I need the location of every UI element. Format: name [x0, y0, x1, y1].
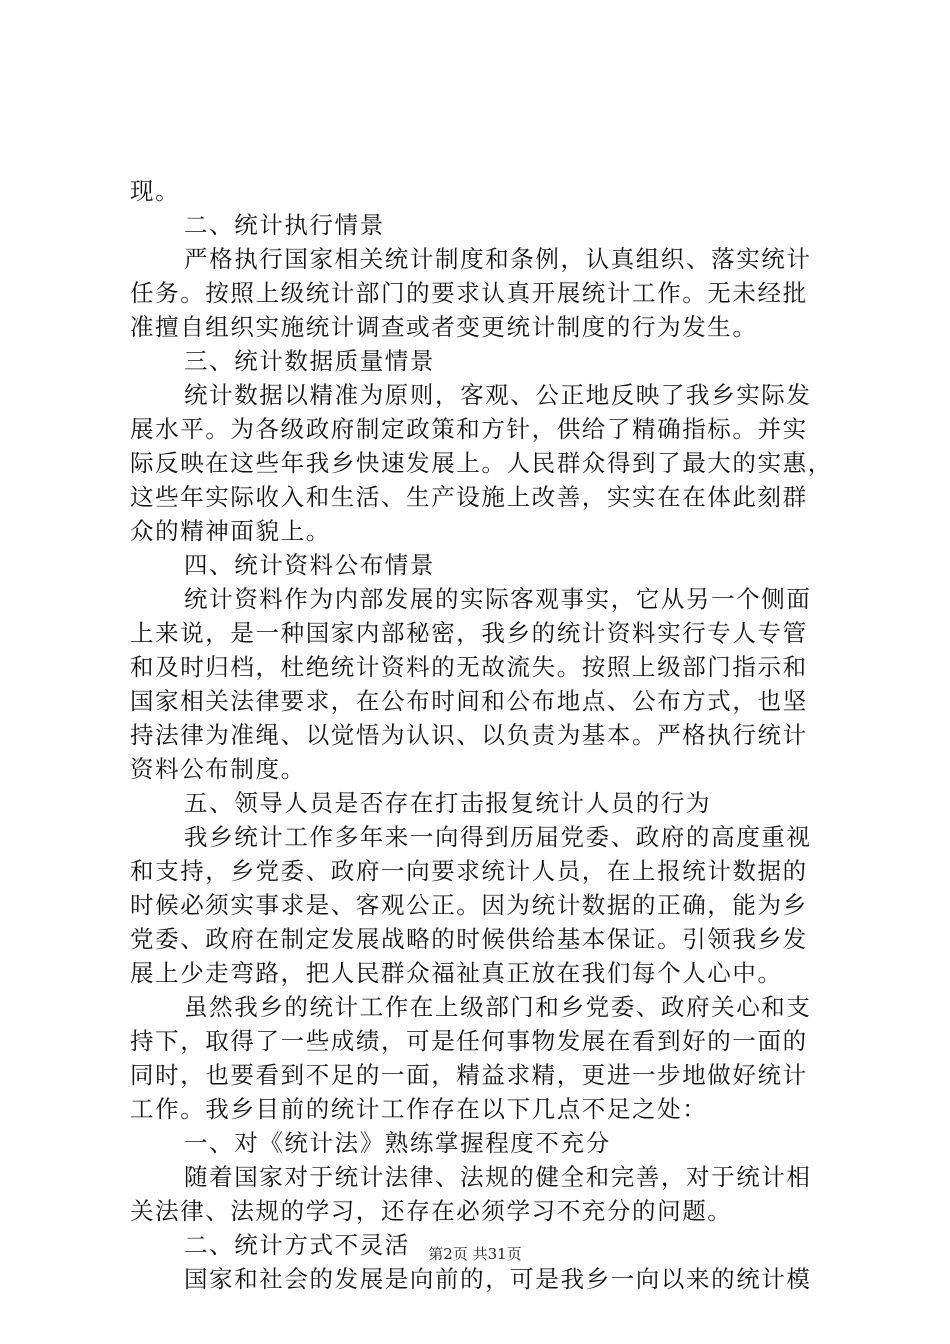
text-line: 展水平。为各级政府制定政策和方针，供给了精确指标。并实	[130, 415, 808, 443]
text-line: 一、对《统计法》熟练掌握程度不充分	[184, 1129, 611, 1157]
text-line: 国家和社会的发展是向前的，可是我乡一向以来的统计模	[184, 1265, 812, 1293]
text-line: 持法律为准绳、以觉悟为认识、以负责为基本。严格执行统计	[130, 721, 808, 749]
text-line: 二、统计执行情景	[184, 211, 385, 239]
text-line: 资料公布制度。	[130, 755, 306, 783]
text-line: 和支持，乡党委、政府一向要求统计人员，在上报统计数据的	[130, 857, 808, 885]
text-line: 现。	[130, 177, 181, 205]
text-line: 际反映在这些年我乡快速发展上。人民群众得到了最大的实惠，	[130, 449, 833, 477]
text-line: 统计数据以精准为原则，客观、公正地反映了我乡实际发	[184, 381, 812, 409]
text-line: 工作。我乡目前的统计工作存在以下几点不足之处：	[130, 1095, 708, 1123]
text-line: 和及时归档，杜绝统计资料的无故流失。按照上级部门指示和	[130, 653, 808, 681]
text-line: 展上少走弯路，把人民群众福祉真正放在我们每个人心中。	[130, 959, 783, 987]
text-line: 国家相关法律要求，在公布时间和公布地点、公布方式，也坚	[130, 687, 808, 715]
text-line: 众的精神面貌上。	[130, 517, 331, 545]
text-line: 统计资料作为内部发展的实际客观事实，它从另一个侧面	[184, 585, 812, 613]
text-line: 二、统计方式不灵活	[184, 1231, 410, 1259]
text-line: 三、统计数据质量情景	[184, 347, 435, 375]
text-line: 准擅自组织实施统计调查或者变更统计制度的行为发生。	[130, 313, 758, 341]
text-line: 严格执行国家相关统计制度和条例，认真组织、落实统计	[184, 245, 812, 273]
text-line: 持下，取得了一些成绩，可是任何事物发展在看到好的一面的	[130, 1027, 808, 1055]
text-line: 虽然我乡的统计工作在上级部门和乡党委、政府关心和支	[184, 993, 812, 1021]
text-line: 五、领导人员是否存在打击报复统计人员的行为	[184, 789, 712, 817]
text-line: 任务。按照上级统计部门的要求认真开展统计工作。无未经批	[130, 279, 808, 307]
text-line: 关法律、法规的学习，还存在必须学习不充分的问题。	[130, 1197, 733, 1225]
page-footer: 第2页 共31页	[428, 1245, 522, 1263]
text-line: 这些年实际收入和生活、生产设施上改善，实实在在体此刻群	[130, 483, 808, 511]
text-line: 随着国家对于统计法律、法规的健全和完善，对于统计相	[184, 1163, 812, 1191]
text-line: 时候必须实事求是、客观公正。因为统计数据的正确，能为乡	[130, 891, 808, 919]
text-line: 我乡统计工作多年来一向得到历届党委、政府的高度重视	[184, 823, 812, 851]
text-line: 上来说，是一种国家内部秘密，我乡的统计资料实行专人专管	[130, 619, 808, 647]
text-line: 同时，也要看到不足的一面，精益求精，更进一步地做好统计	[130, 1061, 808, 1089]
text-line: 党委、政府在制定发展战略的时候供给基本保证。引领我乡发	[130, 925, 808, 953]
text-line: 四、统计资料公布情景	[184, 551, 435, 579]
